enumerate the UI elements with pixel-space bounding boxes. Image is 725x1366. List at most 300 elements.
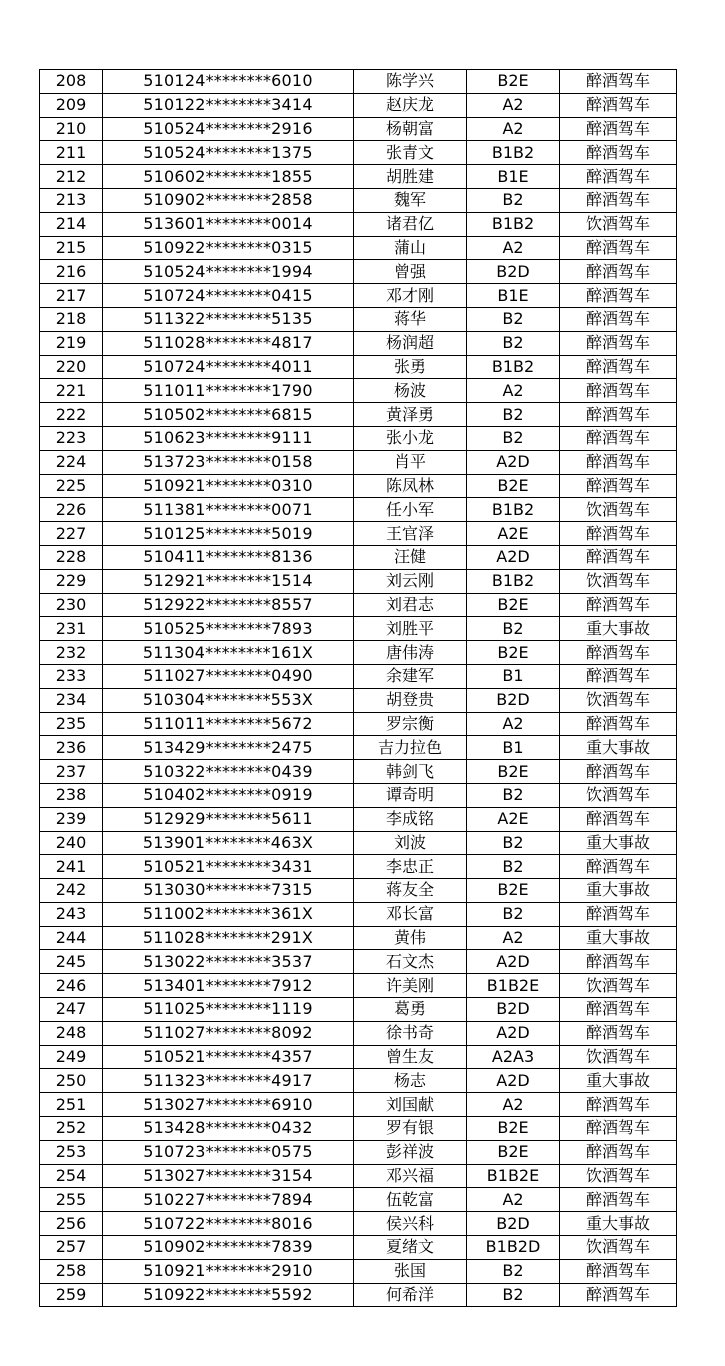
violation-type-cell: 醉酒驾车 [560,426,677,450]
license-class-cell: B2 [467,855,560,879]
license-class-cell: B2 [467,1259,560,1283]
id-number-cell: 511323********4917 [103,1069,354,1093]
id-number-cell: 510502********6815 [103,403,354,427]
license-class-cell: B1B2 [467,355,560,379]
table-row [40,70,677,94]
row-number-cell: 218 [40,307,103,331]
row-number-cell: 224 [40,450,103,474]
license-class-cell: B1B2E [467,1164,560,1188]
id-number-cell: 510521********3431 [103,855,354,879]
id-number-cell: 510722********8016 [103,1212,354,1236]
name-cell: 张小龙 [354,426,467,450]
name-cell: 李忠正 [354,855,467,879]
license-class-cell: B2E [467,474,560,498]
row-number-cell: 259 [40,1283,103,1307]
license-class-cell: A2 [467,1093,560,1117]
license-class-cell: B2D [467,1212,560,1236]
row-number-cell: 217 [40,284,103,308]
license-class-cell: A2E [467,807,560,831]
name-cell: 蒲山 [354,236,467,260]
id-number-cell: 512921********1514 [103,569,354,593]
table-row [40,498,677,522]
name-cell: 魏军 [354,188,467,212]
id-number-cell: 511028********291X [103,926,354,950]
table-row [40,1188,677,1212]
id-number-cell: 510525********7893 [103,617,354,641]
violation-type-cell: 醉酒驾车 [560,331,677,355]
name-cell: 邓才刚 [354,284,467,308]
license-class-cell: A2D [467,1021,560,1045]
license-class-cell: B1B2 [467,569,560,593]
name-cell: 杨志 [354,1069,467,1093]
name-cell: 杨朝富 [354,117,467,141]
name-cell: 韩剑飞 [354,760,467,784]
license-class-cell: A2D [467,545,560,569]
id-number-cell: 511028********4817 [103,331,354,355]
violation-type-cell: 醉酒驾车 [560,1259,677,1283]
name-cell: 张勇 [354,355,467,379]
table-row [40,1236,677,1260]
id-number-cell: 511011********5672 [103,712,354,736]
license-class-cell: A2 [467,712,560,736]
violation-type-cell: 醉酒驾车 [560,664,677,688]
row-number-cell: 223 [40,426,103,450]
violation-type-cell: 醉酒驾车 [560,284,677,308]
name-cell: 刘云刚 [354,569,467,593]
table-row [40,926,677,950]
name-cell: 余建军 [354,664,467,688]
table-row [40,974,677,998]
row-number-cell: 241 [40,855,103,879]
name-cell: 黄泽勇 [354,403,467,427]
table-row [40,1045,677,1069]
id-number-cell: 510524********2916 [103,117,354,141]
violation-type-cell: 醉酒驾车 [560,70,677,94]
name-cell: 邓兴福 [354,1164,467,1188]
table-row [40,1283,677,1307]
name-cell: 罗宗衡 [354,712,467,736]
violation-type-cell: 醉酒驾车 [560,1093,677,1117]
name-cell: 蒋友全 [354,879,467,903]
license-class-cell: B2 [467,403,560,427]
violation-type-cell: 醉酒驾车 [560,450,677,474]
name-cell: 刘波 [354,831,467,855]
license-class-cell: B2 [467,831,560,855]
license-class-cell: B2 [467,783,560,807]
name-cell: 赵庆龙 [354,93,467,117]
violation-type-cell: 醉酒驾车 [560,1021,677,1045]
id-number-cell: 511027********0490 [103,664,354,688]
table-row [40,93,677,117]
violation-type-cell: 饮酒驾车 [560,688,677,712]
id-number-cell: 512922********8557 [103,593,354,617]
license-class-cell: B2E [467,593,560,617]
id-number-cell: 513901********463X [103,831,354,855]
violation-type-cell: 重大事故 [560,1212,677,1236]
row-number-cell: 219 [40,331,103,355]
row-number-cell: 256 [40,1212,103,1236]
id-number-cell: 511002********361X [103,902,354,926]
id-number-cell: 513723********0158 [103,450,354,474]
row-number-cell: 209 [40,93,103,117]
id-number-cell: 510125********5019 [103,522,354,546]
license-class-cell: A2 [467,117,560,141]
table-row [40,1140,677,1164]
violation-type-cell: 醉酒驾车 [560,117,677,141]
row-number-cell: 228 [40,545,103,569]
license-class-cell: A2 [467,236,560,260]
row-number-cell: 225 [40,474,103,498]
table-row [40,212,677,236]
id-number-cell: 510724********0415 [103,284,354,308]
table-row [40,641,677,665]
table-row [40,783,677,807]
table-row [40,307,677,331]
license-class-cell: A2D [467,950,560,974]
license-class-cell: B2D [467,260,560,284]
violation-type-cell: 醉酒驾车 [560,141,677,165]
row-number-cell: 254 [40,1164,103,1188]
table-row [40,855,677,879]
id-number-cell: 510623********9111 [103,426,354,450]
id-number-cell: 510227********7894 [103,1188,354,1212]
table-row [40,1259,677,1283]
name-cell: 侯兴科 [354,1212,467,1236]
row-number-cell: 211 [40,141,103,165]
license-class-cell: B2 [467,902,560,926]
violation-type-cell: 醉酒驾车 [560,998,677,1022]
license-class-cell: B2 [467,617,560,641]
table-row [40,1093,677,1117]
id-number-cell: 511381********0071 [103,498,354,522]
row-number-cell: 238 [40,783,103,807]
id-number-cell: 513429********2475 [103,736,354,760]
name-cell: 杨润超 [354,331,467,355]
name-cell: 胡胜建 [354,165,467,189]
row-number-cell: 248 [40,1021,103,1045]
table-row [40,236,677,260]
license-class-cell: A2 [467,93,560,117]
license-class-cell: A2 [467,379,560,403]
license-class-cell: B2E [467,760,560,784]
violation-type-cell: 醉酒驾车 [560,165,677,189]
name-cell: 徐书奇 [354,1021,467,1045]
row-number-cell: 215 [40,236,103,260]
table-row [40,1021,677,1045]
row-number-cell: 216 [40,260,103,284]
table-row [40,426,677,450]
license-class-cell: B1B2 [467,141,560,165]
id-number-cell: 513428********0432 [103,1117,354,1141]
name-cell: 葛勇 [354,998,467,1022]
table-row [40,450,677,474]
violation-type-cell: 醉酒驾车 [560,379,677,403]
table-row [40,998,677,1022]
table-row [40,141,677,165]
row-number-cell: 222 [40,403,103,427]
violation-type-cell: 醉酒驾车 [560,355,677,379]
violation-type-cell: 醉酒驾车 [560,1117,677,1141]
row-number-cell: 252 [40,1117,103,1141]
name-cell: 肖平 [354,450,467,474]
violation-type-cell: 醉酒驾车 [560,236,677,260]
violation-type-cell: 醉酒驾车 [560,1283,677,1307]
name-cell: 张国 [354,1259,467,1283]
license-class-cell: B1E [467,284,560,308]
table-row [40,117,677,141]
id-number-cell: 511322********5135 [103,307,354,331]
row-number-cell: 249 [40,1045,103,1069]
license-class-cell: B2 [467,331,560,355]
violation-type-cell: 醉酒驾车 [560,307,677,331]
id-number-cell: 510411********8136 [103,545,354,569]
name-cell: 彭祥波 [354,1140,467,1164]
license-class-cell: B2D [467,688,560,712]
row-number-cell: 208 [40,70,103,94]
name-cell: 诸君亿 [354,212,467,236]
table-row [40,593,677,617]
table-row [40,331,677,355]
row-number-cell: 229 [40,569,103,593]
table-row [40,474,677,498]
violation-type-cell: 醉酒驾车 [560,760,677,784]
violation-type-cell: 醉酒驾车 [560,950,677,974]
license-class-cell: B2E [467,879,560,903]
violation-type-cell: 饮酒驾车 [560,783,677,807]
license-class-cell: B2E [467,641,560,665]
table-row [40,688,677,712]
id-number-cell: 510921********0310 [103,474,354,498]
row-number-cell: 257 [40,1236,103,1260]
id-number-cell: 510524********1375 [103,141,354,165]
id-number-cell: 510402********0919 [103,783,354,807]
row-number-cell: 253 [40,1140,103,1164]
name-cell: 谭奇明 [354,783,467,807]
table-row [40,260,677,284]
row-number-cell: 239 [40,807,103,831]
license-class-cell: A2A3 [467,1045,560,1069]
row-number-cell: 250 [40,1069,103,1093]
id-number-cell: 510902********2858 [103,188,354,212]
table-row [40,712,677,736]
name-cell: 汪健 [354,545,467,569]
table-row [40,188,677,212]
name-cell: 曾强 [354,260,467,284]
violation-type-cell: 醉酒驾车 [560,188,677,212]
violation-type-cell: 重大事故 [560,926,677,950]
name-cell: 陈学兴 [354,70,467,94]
license-class-cell: B2E [467,1117,560,1141]
table-row [40,617,677,641]
license-class-cell: B1E [467,165,560,189]
name-cell: 邓长富 [354,902,467,926]
id-number-cell: 510122********3414 [103,93,354,117]
table-row [40,902,677,926]
row-number-cell: 235 [40,712,103,736]
violation-type-cell: 饮酒驾车 [560,569,677,593]
name-cell: 石文杰 [354,950,467,974]
name-cell: 刘君志 [354,593,467,617]
violation-type-cell: 醉酒驾车 [560,712,677,736]
id-number-cell: 510524********1994 [103,260,354,284]
id-number-cell: 510922********5592 [103,1283,354,1307]
table-row [40,1069,677,1093]
row-number-cell: 251 [40,1093,103,1117]
row-number-cell: 231 [40,617,103,641]
table-row [40,1164,677,1188]
row-number-cell: 255 [40,1188,103,1212]
table-row [40,165,677,189]
violation-type-cell: 饮酒驾车 [560,1236,677,1260]
violation-type-cell: 重大事故 [560,1069,677,1093]
license-class-cell: A2D [467,450,560,474]
name-cell: 刘胜平 [354,617,467,641]
violation-type-cell: 醉酒驾车 [560,93,677,117]
row-number-cell: 245 [40,950,103,974]
name-cell: 李成铭 [354,807,467,831]
table-row [40,760,677,784]
row-number-cell: 230 [40,593,103,617]
name-cell: 王官泽 [354,522,467,546]
violation-type-cell: 重大事故 [560,617,677,641]
table-row [40,355,677,379]
row-number-cell: 244 [40,926,103,950]
row-number-cell: 214 [40,212,103,236]
row-number-cell: 226 [40,498,103,522]
id-number-cell: 511025********1119 [103,998,354,1022]
violation-type-cell: 饮酒驾车 [560,974,677,998]
name-cell: 何希洋 [354,1283,467,1307]
row-number-cell: 212 [40,165,103,189]
violation-type-cell: 醉酒驾车 [560,807,677,831]
id-number-cell: 510322********0439 [103,760,354,784]
license-class-cell: B2 [467,1283,560,1307]
license-class-cell: A2 [467,926,560,950]
row-number-cell: 210 [40,117,103,141]
violation-type-cell: 饮酒驾车 [560,1045,677,1069]
license-class-cell: B1B2D [467,1236,560,1260]
name-cell: 刘国献 [354,1093,467,1117]
id-number-cell: 511304********161X [103,641,354,665]
violation-type-cell: 醉酒驾车 [560,260,677,284]
row-number-cell: 242 [40,879,103,903]
violation-type-cell: 醉酒驾车 [560,522,677,546]
violation-type-cell: 重大事故 [560,831,677,855]
violation-type-cell: 重大事故 [560,736,677,760]
table-row [40,1117,677,1141]
id-number-cell: 513401********7912 [103,974,354,998]
license-class-cell: A2E [467,522,560,546]
license-class-cell: B2 [467,188,560,212]
row-number-cell: 243 [40,902,103,926]
violation-type-cell: 醉酒驾车 [560,902,677,926]
license-class-cell: B2 [467,426,560,450]
table-row [40,284,677,308]
row-number-cell: 247 [40,998,103,1022]
name-cell: 许美刚 [354,974,467,998]
violation-type-cell: 醉酒驾车 [560,403,677,427]
name-cell: 夏绪文 [354,1236,467,1260]
id-number-cell: 513027********6910 [103,1093,354,1117]
license-class-cell: B1 [467,664,560,688]
table-row [40,736,677,760]
row-number-cell: 236 [40,736,103,760]
license-class-cell: B2E [467,70,560,94]
table-row [40,807,677,831]
violation-type-cell: 醉酒驾车 [560,641,677,665]
row-number-cell: 232 [40,641,103,665]
table-row [40,522,677,546]
id-number-cell: 510724********4011 [103,355,354,379]
row-number-cell: 246 [40,974,103,998]
table-row [40,569,677,593]
name-cell: 吉力拉色 [354,736,467,760]
license-class-cell: B1B2E [467,974,560,998]
violation-type-cell: 醉酒驾车 [560,593,677,617]
name-cell: 唐伟涛 [354,641,467,665]
license-class-cell: A2 [467,1188,560,1212]
id-number-cell: 510921********2910 [103,1259,354,1283]
id-number-cell: 510521********4357 [103,1045,354,1069]
violation-type-cell: 醉酒驾车 [560,1140,677,1164]
id-number-cell: 510723********0575 [103,1140,354,1164]
name-cell: 罗有银 [354,1117,467,1141]
row-number-cell: 227 [40,522,103,546]
violation-type-cell: 饮酒驾车 [560,1164,677,1188]
name-cell: 黄伟 [354,926,467,950]
name-cell: 陈凤林 [354,474,467,498]
license-class-cell: B2E [467,1140,560,1164]
license-class-cell: B1B2 [467,498,560,522]
license-class-cell: B2 [467,307,560,331]
violation-type-cell: 醉酒驾车 [560,474,677,498]
violation-type-cell: 醉酒驾车 [560,1188,677,1212]
license-class-cell: A2D [467,1069,560,1093]
records-table [39,69,677,1307]
row-number-cell: 240 [40,831,103,855]
id-number-cell: 510304********553X [103,688,354,712]
name-cell: 胡登贵 [354,688,467,712]
violation-type-cell: 醉酒驾车 [560,545,677,569]
id-number-cell: 511027********8092 [103,1021,354,1045]
name-cell: 伍乾富 [354,1188,467,1212]
id-number-cell: 511011********1790 [103,379,354,403]
row-number-cell: 233 [40,664,103,688]
name-cell: 张青文 [354,141,467,165]
row-number-cell: 234 [40,688,103,712]
violation-type-cell: 饮酒驾车 [560,212,677,236]
row-number-cell: 220 [40,355,103,379]
table-row [40,879,677,903]
license-class-cell: B1B2 [467,212,560,236]
table-row [40,1212,677,1236]
id-number-cell: 513022********3537 [103,950,354,974]
table-row [40,831,677,855]
name-cell: 曾生友 [354,1045,467,1069]
id-number-cell: 510124********6010 [103,70,354,94]
id-number-cell: 513027********3154 [103,1164,354,1188]
table-row [40,950,677,974]
id-number-cell: 510922********0315 [103,236,354,260]
violation-type-cell: 醉酒驾车 [560,855,677,879]
license-class-cell: B2D [467,998,560,1022]
row-number-cell: 213 [40,188,103,212]
id-number-cell: 513030********7315 [103,879,354,903]
row-number-cell: 258 [40,1259,103,1283]
id-number-cell: 510602********1855 [103,165,354,189]
violation-type-cell: 饮酒驾车 [560,498,677,522]
table-row [40,379,677,403]
